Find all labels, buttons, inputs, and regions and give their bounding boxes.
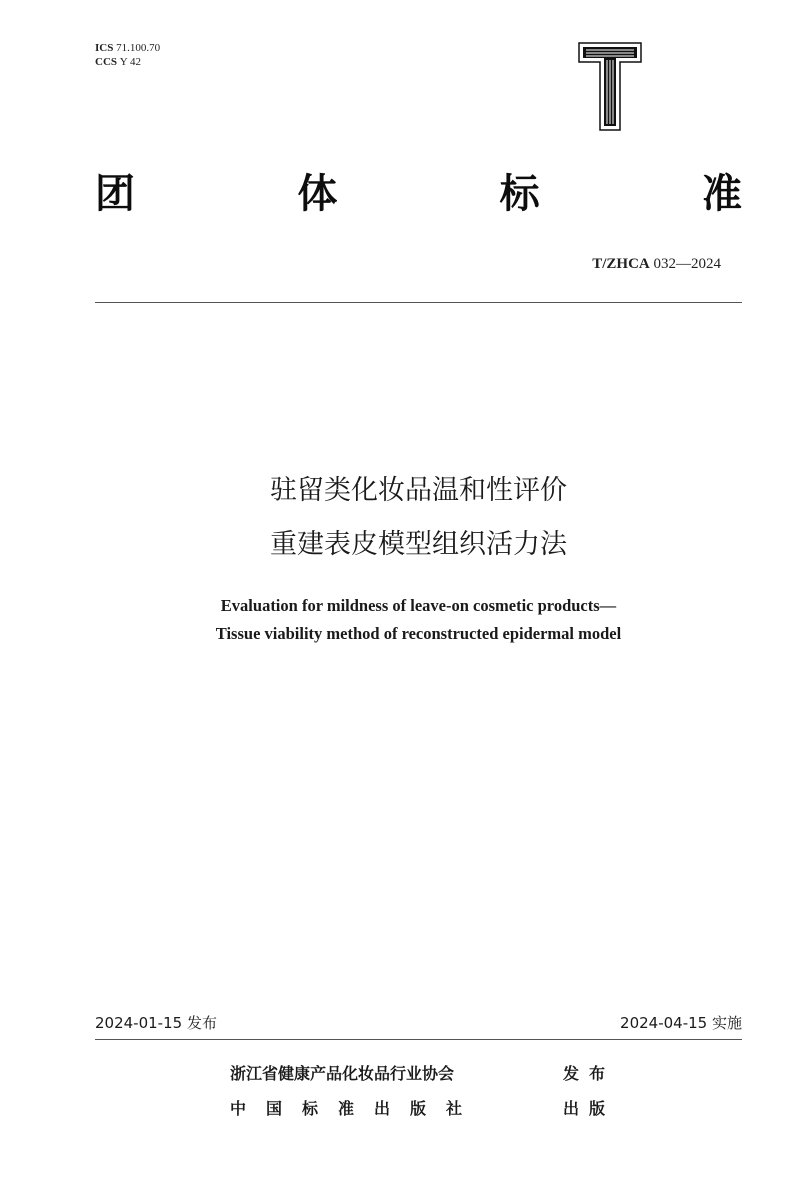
standard-number-prefix: T/ZHCA	[592, 256, 650, 272]
group-standard-t-logo	[576, 40, 646, 134]
standard-type-char: 团	[95, 171, 135, 217]
ics-code: 71.100.70	[116, 42, 161, 54]
ccs-code-line	[95, 55, 160, 69]
standard-type-char: 体	[297, 171, 338, 217]
t-logo-icon	[576, 40, 646, 134]
issuing-action: 发布	[563, 1064, 616, 1083]
english-title-line-1: Evaluation for mildness of leave-on cosmetic products—	[220, 596, 617, 615]
date-row	[95, 1012, 742, 1034]
chinese-title	[95, 464, 742, 572]
standard-number	[592, 254, 721, 274]
standard-number-value: 032—2024	[653, 256, 721, 272]
chinese-title-line-2: 重建表皮模型组织活力法	[270, 529, 567, 560]
ccs-code: Y 42	[119, 56, 142, 68]
publisher: 中国标准出版社	[230, 1099, 483, 1118]
implementation-date: 2024-04-15 实施	[620, 1014, 742, 1032]
bottom-divider	[95, 1039, 742, 1040]
ics-code-line	[95, 41, 160, 55]
issuing-organization: 浙江省健康产品化妆品行业协会	[230, 1064, 455, 1083]
english-title	[95, 592, 742, 648]
standard-type-heading	[95, 170, 742, 218]
chinese-title-line-1: 驻留类化妆品温和性评价	[270, 475, 567, 506]
top-divider	[95, 302, 742, 303]
standard-type-char: 标	[499, 171, 540, 217]
standard-type-char: 准	[701, 171, 742, 217]
classification-codes	[95, 41, 160, 69]
publishing-action: 出版	[563, 1099, 616, 1118]
ccs-label: CCS	[95, 56, 118, 68]
issue-date: 2024-01-15 发布	[95, 1014, 217, 1032]
english-title-line-2: Tissue viability method of reconstructed epidermal model	[215, 624, 622, 643]
ics-label: ICS	[95, 42, 114, 54]
